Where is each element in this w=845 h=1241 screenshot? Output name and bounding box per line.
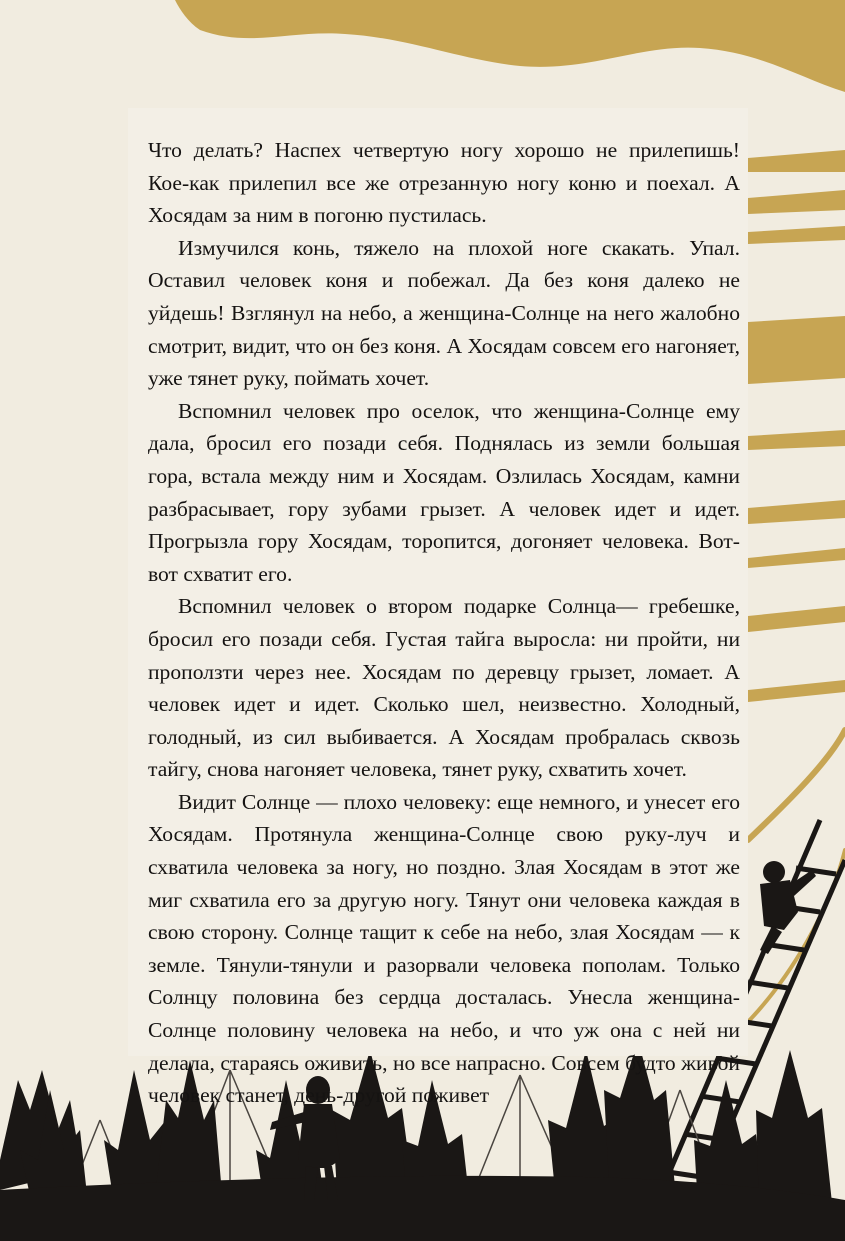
story-paragraph-4: Вспомнил человек о втором подарке Солнца— гребешке, бросил его позади себя. Густая тайга выросла: ни пройти, ни проползти через нее. Хосядам по деревцу грызет, ломает. А человек идет и идет. Сколько шел, неизвестно. Холодный, голодный, из сил выбивается. А Хосядам пробралась сквозь тайгу, снова нагоняет человека, тянет руку, схватить хочет. xyxy=(148,594,740,782)
story-paragraph-3: Вспомнил человек про оселок, что женщина-Солнце ему дала, бросил его позади себя. Поднялась из земли большая гора, встала между ним и Хосядам. Озлилась Хосядам, камни разбрасывает, гору зубами грызет. А человек идет и идет. Прогрызла гору Хосядам, торопится, догоняет человека. Вот-вот схватит его. xyxy=(148,398,740,586)
text-panel xyxy=(128,108,748,1108)
story-paragraph-2: Измучился конь, тяжело на плохой ноге скакать. Упал. Оставил человек коня и побежал. Да без коня далеко не уйдешь! Взглянул на небо, а женщина-Солнце на него жалобно смотрит, видит, что он без коня. А Хосядам совсем его нагоняет, уже тянет руку, поймать хочет. xyxy=(148,235,740,391)
story-paragraph-1: Что делать? Наспех четвертую ногу хорошо не прилепишь! Кое-как прилепил все же отрезанную ногу коню и поехал. А Хосядам за ним в погоню пустилась. xyxy=(148,138,740,228)
gold-stripes-right xyxy=(748,150,845,702)
gold-wave-decoration xyxy=(175,0,845,92)
story-paragraph-5: Видит Солнце — плохо человеку: еще немного, и унесет его Хосядам. Протянула женщина-Солнце свою руку-луч и схватила человека за ногу, но поздно. Злая Хосядам в этот же миг схватила его за другую ногу. Тянут они человека каждая в свою сторону. Солнце тащит к себе на небо, злая Хосядам — к земле. Тянули-тянули и разорвали человека пополам. Только Солнцу половина без сердца досталась. Унесла женщина-Солнце половину человека на небо, и что уж она с ней ни делала, стараясь оживить, но все напрасно. Совсем будто живой человек станет, день-другой поживет xyxy=(148,789,740,1108)
story-text xyxy=(148,134,740,1112)
